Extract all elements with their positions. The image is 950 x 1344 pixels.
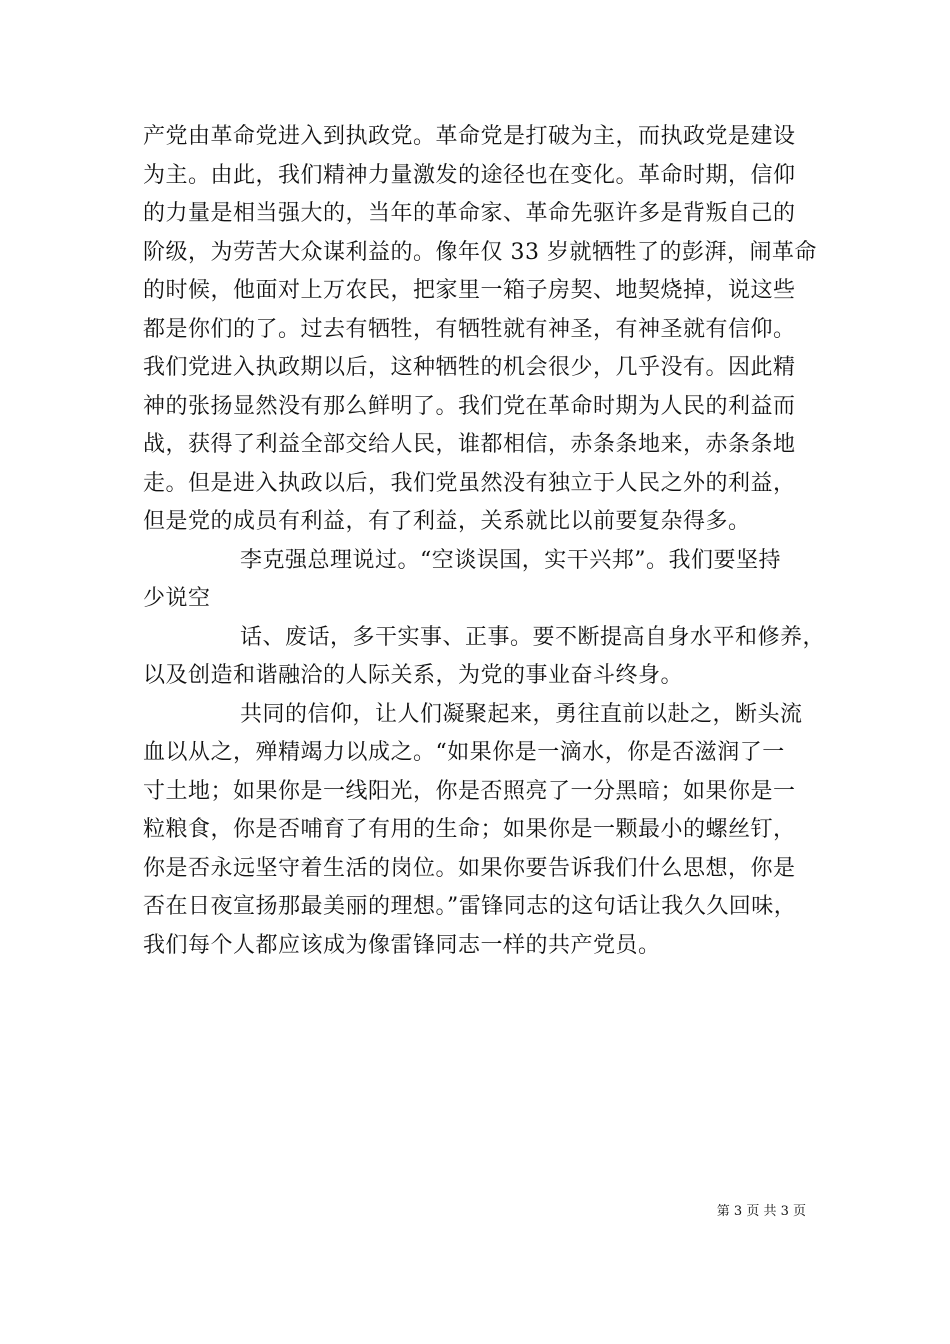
text-line: 李克强总理说过。“空谈误国，实干兴邦”。我们要坚持 [240,547,781,573]
text-line: 战，获得了利益全部交给人民，谁都相信，赤条条地来，赤条条地 [143,432,796,457]
text-line: 话、废话，多干实事、正事。要不断提高自身水平和修养， [240,624,826,650]
text-line: 为主。由此，我们精神力量激发的途径也在变化。革命时期，信仰 [143,162,796,188]
text-line: 神的张扬显然没有那么鲜明了。我们党在革命时期为人民的利益而 [143,393,796,419]
text-line: 少说空 [143,586,211,611]
text-line: 粒粮食，你是否哺育了有用的生命；如果你是一颗最小的螺丝钉， [143,817,796,842]
text-line: 我们每个人都应该成为像雷锋同志一样的共产党员。 [143,932,661,958]
text-line: 否在日夜宣扬那最美丽的理想。”雷锋同志的这句话让我久久回味， [143,894,797,919]
text-line: 血以从之，殚精竭力以成之。“如果你是一滴水，你是否滋润了一 [143,740,785,765]
text-line: 我们党进入执政期以后，这种牺牲的机会很少，几乎没有。因此精 [143,355,796,380]
page-number-footer: 第 3 页 共 3 页 [716,1204,806,1219]
body-text [143,118,826,965]
text-line: 阶级，为劳苦大众谋利益的。像年仅 33 岁就牺牲了的彭湃，闹革命 [143,239,817,265]
text-line: 走。但是进入执政以后，我们党虽然没有独立于人民之外的利益， [143,470,796,496]
text-line: 都是你们的了。过去有牺牲，有牺牲就有神圣，有神圣就有信仰。 [143,316,796,342]
text-line: 共同的信仰，让人们凝聚起来，勇往直前以赴之，断头流 [240,701,803,727]
text-line: 但是党的成员有利益，有了利益，关系就比以前要复杂得多。 [143,509,751,534]
text-line: 的力量是相当强大的，当年的革命家、革命先驱许多是背叛自己的 [143,201,796,226]
text-line: 你是否永远坚守着生活的岗位。如果你要告诉我们什么思想，你是 [143,855,796,881]
text-line: 产党由革命党进入到执政党。革命党是打破为主，而执政党是建设 [143,124,796,149]
text-line: 寸土地；如果你是一线阳光，你是否照亮了一分黑暗；如果你是一 [143,778,796,804]
text-line: 以及创造和谐融洽的人际关系，为党的事业奋斗终身。 [143,663,684,688]
text-line: 的时候，他面对上万农民，把家里一箱子房契、地契烧掉，说这些 [143,278,796,303]
